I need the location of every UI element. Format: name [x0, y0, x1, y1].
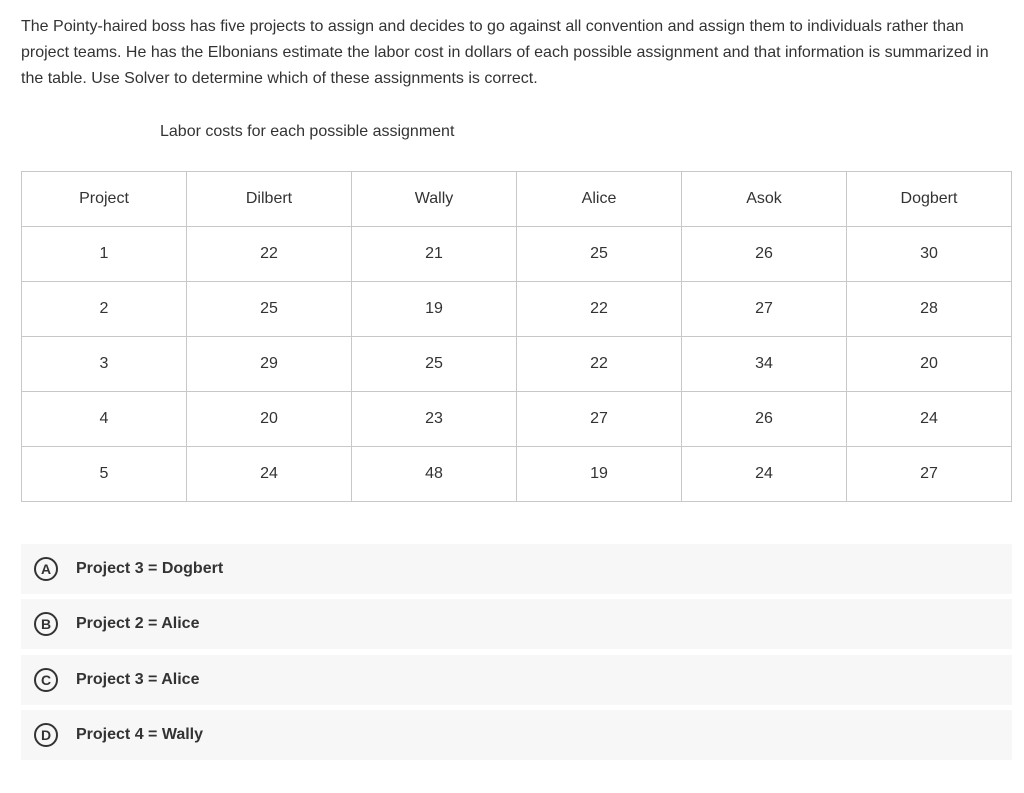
table-row — [22, 282, 1012, 337]
table-cell: 27 — [517, 392, 682, 447]
table-cell: 48 — [352, 447, 517, 502]
table-row — [22, 227, 1012, 282]
table-cell: 28 — [847, 282, 1012, 337]
table-header-row — [22, 172, 1012, 227]
option-label: Project 2 = Alice — [76, 615, 200, 633]
table-cell: 3 — [22, 337, 187, 392]
table-row — [22, 337, 1012, 392]
table-cell: 25 — [352, 337, 517, 392]
table-cell: 22 — [517, 337, 682, 392]
table-cell: 20 — [187, 392, 352, 447]
table-cell: 27 — [847, 447, 1012, 502]
header-asok: Asok — [682, 172, 847, 227]
table-cell: 30 — [847, 227, 1012, 282]
table-cell: 1 — [22, 227, 187, 282]
table-cell: 20 — [847, 337, 1012, 392]
table-cell: 4 — [22, 392, 187, 447]
option-letter-badge: A — [34, 557, 58, 581]
table-row — [22, 392, 1012, 447]
table-cell: 26 — [682, 227, 847, 282]
option-letter-badge: B — [34, 612, 58, 636]
option-label: Project 3 = Dogbert — [76, 560, 224, 577]
header-dilbert: Dilbert — [187, 172, 352, 227]
table-cell: 25 — [187, 282, 352, 337]
table-cell: 26 — [682, 392, 847, 447]
table-cell: 22 — [187, 227, 352, 282]
option-label: Project 4 = Wally — [76, 725, 204, 743]
table-cell: 19 — [352, 282, 517, 337]
table-cell: 34 — [682, 337, 847, 392]
table-cell: 24 — [187, 447, 352, 502]
header-alice: Alice — [517, 172, 682, 227]
table-cell: 22 — [517, 282, 682, 337]
table-cell: 2 — [22, 282, 187, 337]
table-cell: 23 — [352, 392, 517, 447]
header-wally: Wally — [352, 172, 517, 227]
option-a[interactable] — [21, 544, 1012, 594]
table-caption: Labor costs for each possible assignment — [160, 123, 455, 140]
table-cell: 21 — [352, 227, 517, 282]
table-cell: 25 — [517, 227, 682, 282]
option-label: Project 3 = Alice — [76, 670, 200, 688]
table-cell: 29 — [187, 337, 352, 392]
table-cell: 24 — [682, 447, 847, 502]
option-b[interactable] — [21, 599, 1012, 649]
table-row — [22, 447, 1012, 502]
question-text: The Pointy-haired boss has five projects to assign and decides to go against all convention and assign them to individuals rather than project teams. He has the Elbonians estimate the labor cost in dollars of each possible assignment and that information is summarized in the table. Use Solver to determine which of these assignments is correct. — [21, 18, 989, 87]
table-cell: 24 — [847, 392, 1012, 447]
table-cell: 27 — [682, 282, 847, 337]
labor-cost-table — [21, 171, 1012, 502]
option-d[interactable] — [21, 710, 1012, 760]
table-cell: 19 — [517, 447, 682, 502]
answer-options — [21, 544, 1012, 765]
header-project: Project — [22, 172, 187, 227]
option-letter-badge: D — [34, 723, 58, 747]
header-dogbert: Dogbert — [847, 172, 1012, 227]
table-cell: 5 — [22, 447, 187, 502]
option-letter-badge: C — [34, 668, 58, 692]
option-c[interactable] — [21, 655, 1012, 705]
